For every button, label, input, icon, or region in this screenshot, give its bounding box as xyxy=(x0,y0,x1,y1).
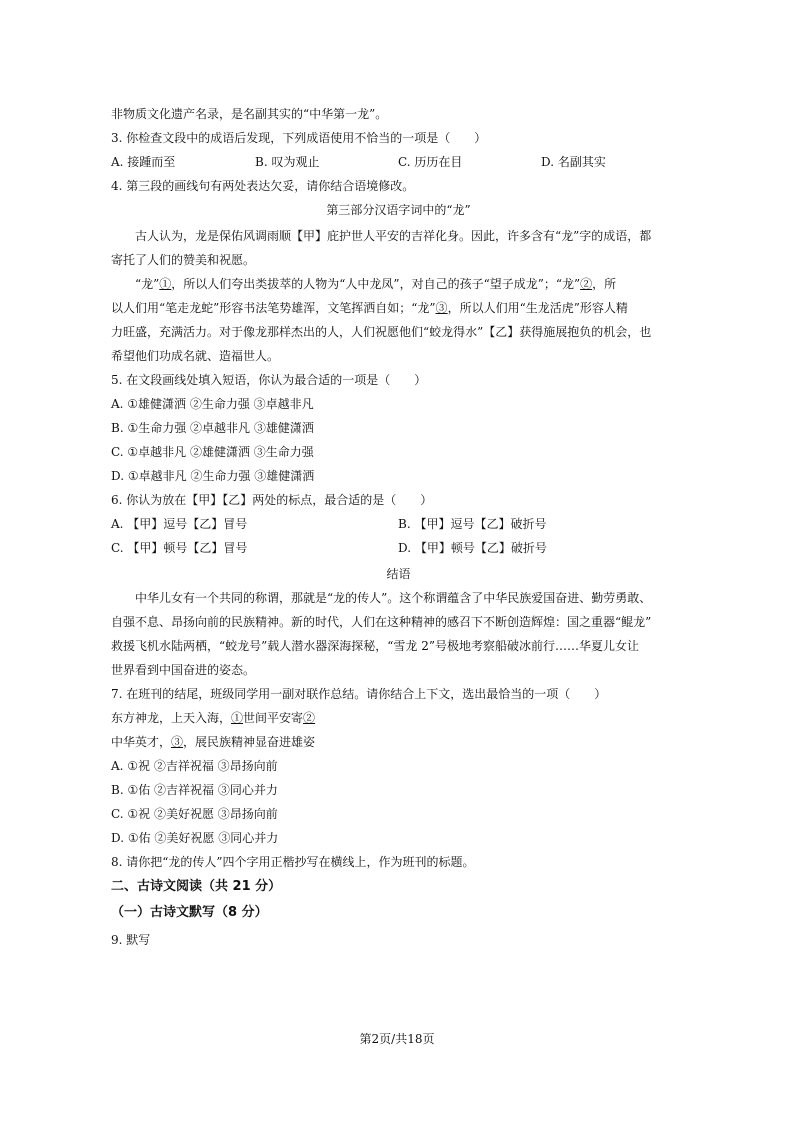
question-3: 3. 你检查文段中的成语后发现，下列成语使用不恰当的一项是（ ） xyxy=(111,131,487,145)
q7-option-d: D. ①佑 ②美好祝愿 ③同心并力 xyxy=(111,831,279,845)
paragraph-line: 自强不息、昂扬向前的民族精神。新的时代，人们在这种精神的感召下不断创造辉煌：国之重器“鲲龙” xyxy=(111,615,652,629)
paragraph-line: 救援飞机水陆两栖，“蛟龙号”载人潜水器深海探秘，“雪龙 2”号极地考察船破冰前行……华夏儿女让 xyxy=(111,639,639,653)
question-7: 7. 在班刊的结尾，班级同学用一副对联作总结。请你结合上下文，选出最恰当的一项（ ） xyxy=(111,687,607,701)
section-title: 二、古诗文阅读（共 21 分） xyxy=(111,879,282,894)
q7-option-b: B. ①佑 ②吉祥祝福 ③同心并力 xyxy=(111,783,278,797)
subsection-title: （一）古诗文默写（8 分） xyxy=(111,905,268,920)
q3-option-d: D. 名副其实 xyxy=(541,155,606,169)
q3-option-c: C. 历历在目 xyxy=(398,155,463,169)
q3-option-b: B. 叹为观止 xyxy=(255,155,320,169)
q5-option-c: C. ①卓越非凡 ②雄健潇洒 ③生命力强 xyxy=(111,445,314,459)
couplet-line-1: 东方神龙，上天入海，①世间平安寄② xyxy=(111,711,316,725)
question-4: 4. 第三段的画线句有两处表达欠妥，请你结合语境修改。 xyxy=(111,179,415,193)
section-heading: 第三部分汉语字词中的“龙” xyxy=(326,203,471,217)
paragraph-line: 寄托了人们的赞美和祝愿。 xyxy=(111,253,256,267)
question-8: 8. 请你把“龙的传人”四个字用正楷抄写在横线上，作为班刊的标题。 xyxy=(111,855,475,869)
q6-option-a: A. 【甲】逗号【乙】冒号 xyxy=(111,517,248,531)
paragraph-line: 希望他们功成名就、造福世人。 xyxy=(111,349,280,363)
paragraph-line: 力旺盛，充满活力。对于像龙那样杰出的人，人们祝愿他们“蛟龙得水”【乙】获得施展抱负的机会，也 xyxy=(111,325,652,339)
q3-option-a: A. 接踵而至 xyxy=(111,155,176,169)
q6-option-b: B. 【甲】逗号【乙】破折号 xyxy=(398,517,547,531)
q7-option-a: A. ①祝 ②吉祥祝福 ③昂扬向前 xyxy=(111,759,278,773)
q5-option-b: B. ①生命力强 ②卓越非凡 ③雄健潇洒 xyxy=(111,421,314,435)
q5-option-a: A. ①雄健潇洒 ②生命力强 ③卓越非凡 xyxy=(111,397,314,411)
question-9: 9. 默写 xyxy=(111,933,151,947)
paragraph-line: 非物质文化遗产名录，是名副其实的“中华第一龙”。 xyxy=(111,107,388,121)
question-5: 5. 在文段画线处填入短语，你认为最合适的一项是（ ） xyxy=(111,373,427,387)
paragraph-line: 以人们用“笔走龙蛇”形容书法笔势雄浑，文笔挥洒自如；“龙”③，所以人们用“生龙活虎”形容人精 xyxy=(111,301,628,315)
q7-option-c: C. ①祝 ②美好祝愿 ③昂扬向前 xyxy=(111,807,278,821)
paragraph-line: “龙”①，所以人们夸出类拔萃的人物为“人中龙凤”，对自己的孩子“望子成龙”；“龙”②，所 xyxy=(135,277,617,291)
q6-option-c: C. 【甲】顿号【乙】冒号 xyxy=(111,541,248,555)
section-heading-conclusion: 结语 xyxy=(386,567,411,581)
paragraph-line: 古人认为，龙是保佑风调雨顺【甲】庇护世人平安的吉祥化身。因此，许多含有“龙”字的成语，都 xyxy=(135,229,652,243)
q5-option-d: D. ①卓越非凡 ②生命力强 ③雄健潇洒 xyxy=(111,469,315,483)
paragraph-line: 中华儿女有一个共同的称谓，那就是“龙的传人”。这个称谓蕴含了中华民族爱国奋进、勤劳勇敢、 xyxy=(135,591,652,605)
paragraph-line: 世界看到中国奋进的姿态。 xyxy=(111,663,256,677)
question-6: 6. 你认为放在【甲】【乙】两处的标点，最合适的是（ ） xyxy=(111,493,433,507)
page-number: 第2页/共18页 xyxy=(359,1032,435,1046)
q6-option-d: D. 【甲】顿号【乙】破折号 xyxy=(398,541,547,555)
couplet-line-2: 中华英才，③，展民族精神显奋进雄姿 xyxy=(111,735,316,749)
